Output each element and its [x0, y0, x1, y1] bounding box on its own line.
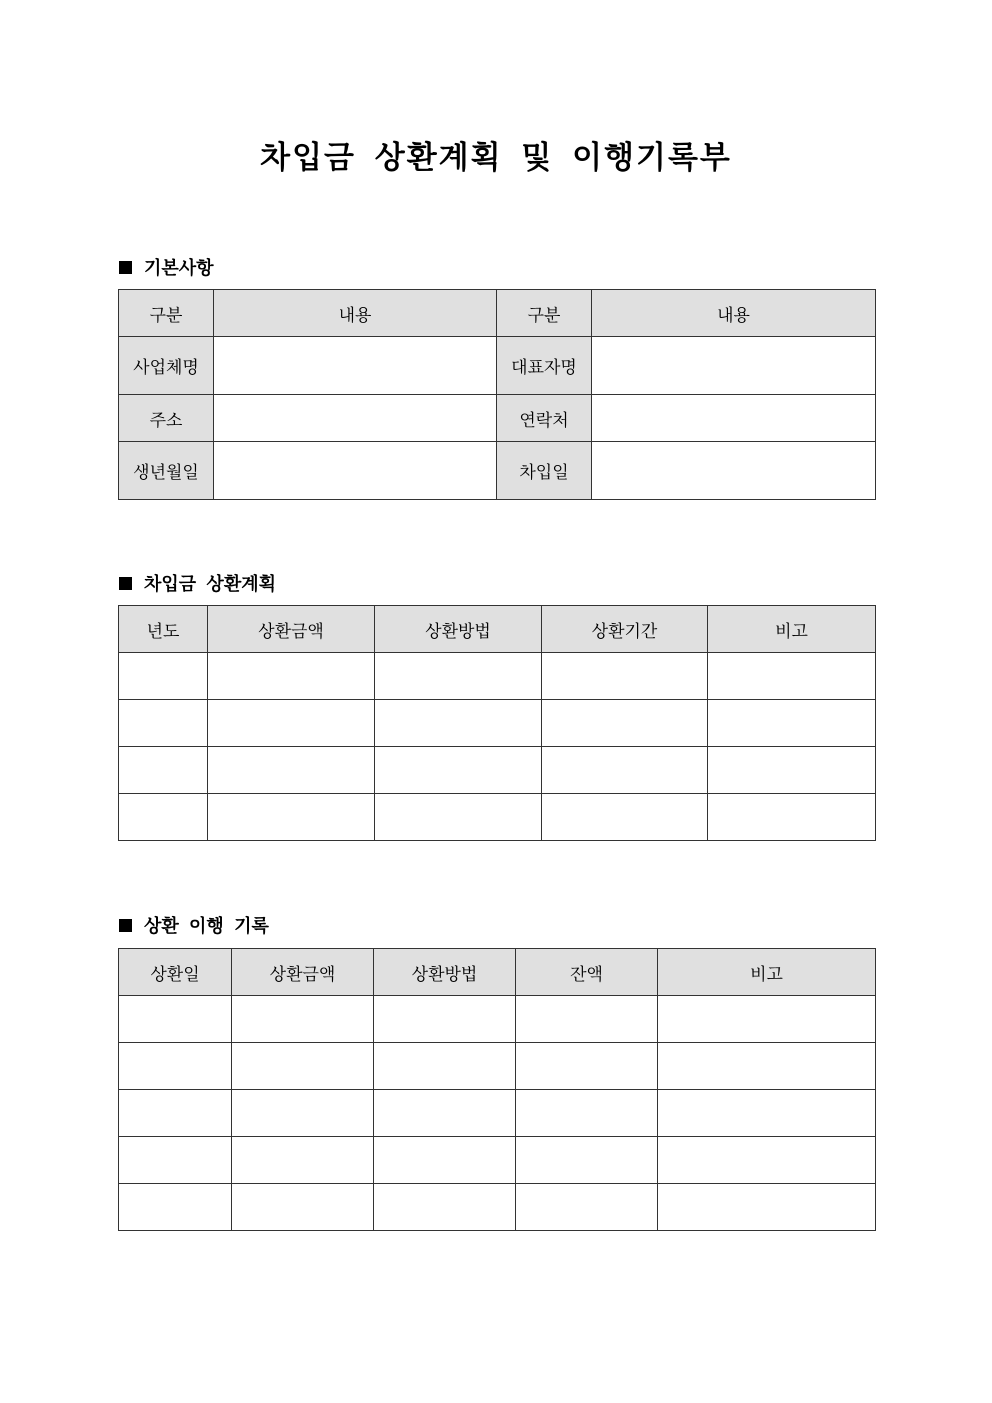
- header-cell: 상환금액: [208, 606, 375, 653]
- header-cell: 비고: [658, 949, 876, 996]
- contact-label: 연락처: [497, 395, 592, 442]
- table-cell[interactable]: [119, 653, 208, 700]
- table-cell[interactable]: [658, 1184, 876, 1231]
- header-cell: 잔액: [516, 949, 658, 996]
- table-cell[interactable]: [658, 1043, 876, 1090]
- table-cell[interactable]: [119, 747, 208, 794]
- table-cell[interactable]: [375, 653, 542, 700]
- repayment-plan-table: [118, 605, 876, 841]
- basic-info-table: [118, 289, 876, 500]
- table-cell[interactable]: [119, 794, 208, 841]
- table-row: [119, 337, 876, 395]
- table-cell[interactable]: [658, 996, 876, 1043]
- black-square-icon: [119, 577, 132, 590]
- table-row: [119, 700, 876, 747]
- section-heading-plan: [119, 570, 276, 596]
- table-cell[interactable]: [374, 1137, 516, 1184]
- table-cell[interactable]: [516, 1137, 658, 1184]
- table-cell[interactable]: [208, 653, 375, 700]
- table-cell[interactable]: [542, 794, 708, 841]
- business-name-field[interactable]: [214, 337, 497, 395]
- table-cell[interactable]: [542, 653, 708, 700]
- representative-name-field[interactable]: [592, 337, 876, 395]
- table-header-row: [119, 949, 876, 996]
- page-title: 차입금 상환계획 및 이행기록부: [260, 140, 732, 176]
- table-cell[interactable]: [119, 996, 232, 1043]
- header-cell: 상환기간: [542, 606, 708, 653]
- table-header-row: [119, 290, 876, 337]
- table-cell[interactable]: [708, 747, 876, 794]
- header-cell: 구분: [119, 290, 214, 337]
- table-cell[interactable]: [708, 794, 876, 841]
- table-cell[interactable]: [208, 747, 375, 794]
- table-cell[interactable]: [516, 1043, 658, 1090]
- business-name-label: 사업체명: [119, 337, 214, 395]
- header-cell: 상환금액: [232, 949, 374, 996]
- section-heading-record-label: 상환 이행 기록: [144, 916, 269, 937]
- table-row: [119, 1090, 876, 1137]
- table-row: [119, 1137, 876, 1184]
- table-cell[interactable]: [208, 794, 375, 841]
- birth-date-field[interactable]: [214, 442, 497, 500]
- table-cell[interactable]: [119, 1184, 232, 1231]
- table-cell[interactable]: [658, 1137, 876, 1184]
- table-cell[interactable]: [658, 1090, 876, 1137]
- table-cell[interactable]: [232, 1043, 374, 1090]
- address-label: 주소: [119, 395, 214, 442]
- table-cell[interactable]: [119, 1043, 232, 1090]
- table-cell[interactable]: [374, 1184, 516, 1231]
- section-heading-plan-label: 차입금 상환계획: [144, 574, 276, 595]
- table-cell[interactable]: [119, 700, 208, 747]
- table-cell[interactable]: [708, 700, 876, 747]
- table-row: [119, 442, 876, 500]
- contact-field[interactable]: [592, 395, 876, 442]
- header-cell: 상환방법: [375, 606, 542, 653]
- header-cell: 비고: [708, 606, 876, 653]
- representative-name-label: 대표자명: [497, 337, 592, 395]
- table-cell[interactable]: [375, 700, 542, 747]
- table-cell[interactable]: [119, 1137, 232, 1184]
- table-cell[interactable]: [232, 1137, 374, 1184]
- table-cell[interactable]: [375, 794, 542, 841]
- table-row: [119, 1043, 876, 1090]
- table-cell[interactable]: [232, 1184, 374, 1231]
- table-row: [119, 1184, 876, 1231]
- table-cell[interactable]: [208, 700, 375, 747]
- table-cell[interactable]: [119, 1090, 232, 1137]
- table-row: [119, 747, 876, 794]
- repayment-record-table: [118, 948, 876, 1231]
- table-cell[interactable]: [374, 1043, 516, 1090]
- table-cell[interactable]: [374, 996, 516, 1043]
- table-cell[interactable]: [516, 1184, 658, 1231]
- section-heading-record: [119, 912, 269, 938]
- table-cell[interactable]: [708, 653, 876, 700]
- table-cell[interactable]: [232, 996, 374, 1043]
- table-cell[interactable]: [542, 700, 708, 747]
- section-heading-basic-label: 기본사항: [144, 258, 214, 279]
- loan-date-field[interactable]: [592, 442, 876, 500]
- black-square-icon: [119, 919, 132, 932]
- table-cell[interactable]: [375, 747, 542, 794]
- header-cell: 내용: [214, 290, 497, 337]
- table-row: [119, 395, 876, 442]
- address-field[interactable]: [214, 395, 497, 442]
- header-cell: 구분: [497, 290, 592, 337]
- table-row: [119, 794, 876, 841]
- table-header-row: [119, 606, 876, 653]
- table-row: [119, 996, 876, 1043]
- table-cell[interactable]: [374, 1090, 516, 1137]
- birth-date-label: 생년월일: [119, 442, 214, 500]
- table-cell[interactable]: [516, 996, 658, 1043]
- table-cell[interactable]: [516, 1090, 658, 1137]
- section-heading-basic: [119, 254, 214, 280]
- header-cell: 상환방법: [374, 949, 516, 996]
- black-square-icon: [119, 261, 132, 274]
- table-row: [119, 653, 876, 700]
- loan-date-label: 차입일: [497, 442, 592, 500]
- header-cell: 상환일: [119, 949, 232, 996]
- header-cell: 내용: [592, 290, 876, 337]
- table-cell[interactable]: [542, 747, 708, 794]
- table-cell[interactable]: [232, 1090, 374, 1137]
- header-cell: 년도: [119, 606, 208, 653]
